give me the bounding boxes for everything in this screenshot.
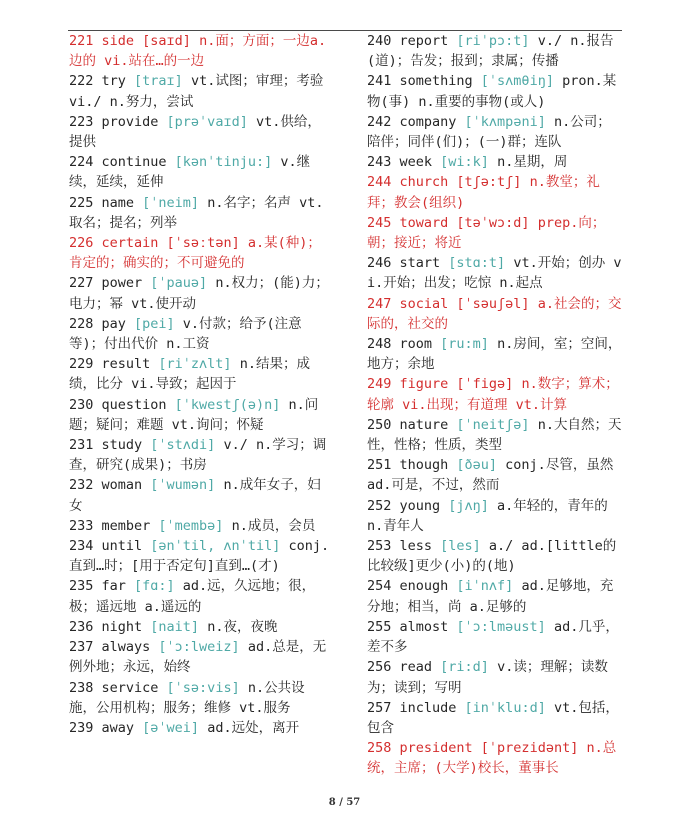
- entry-headword: 248 room: [367, 336, 441, 353]
- entry-definition: n.成员，会员: [223, 517, 316, 534]
- entry-phonetic: [əˈwei]: [142, 719, 200, 736]
- left-column: [69, 31, 331, 738]
- entry-headword: 236 night: [69, 618, 151, 635]
- entry-headword: 225 name: [69, 194, 143, 211]
- entry-headword: 232 woman: [69, 477, 151, 494]
- entry-phonetic: [ˈsəuʃəl]: [456, 295, 530, 312]
- entry-definition: conj.尽管，虽然 ad.可是，不过，然而: [367, 457, 614, 494]
- vocab-entry: [69, 71, 331, 111]
- entry-definition: n.数字；算术；轮廓 vi.出现；有道理 vt.计算: [367, 376, 619, 413]
- entry-definition: n.名字；名声 vt.取名；提名；列举: [69, 194, 324, 231]
- entry-headword: 256 read: [367, 659, 441, 676]
- vocab-entry: [69, 354, 331, 394]
- vocab-entry: [367, 253, 623, 293]
- vocab-entry: [367, 334, 623, 374]
- entry-phonetic: [nait]: [150, 618, 200, 635]
- vocab-entry: [69, 576, 331, 616]
- entry-definition: a.某(种)；肯定的；确实的；不可避免的: [69, 235, 321, 272]
- entry-definition: ad.远处，离开: [199, 719, 300, 736]
- entry-headword: 230 question: [69, 396, 175, 413]
- entry-phonetic: [ˈɔ:lweiz]: [158, 639, 240, 656]
- vocab-entry: [69, 233, 331, 273]
- vocab-entry: [69, 637, 331, 677]
- entry-definition: ad.几乎，差不多: [367, 618, 619, 656]
- entry-phonetic: [ˈkʌmpəni]: [464, 113, 546, 130]
- entry-headword: 235 far: [69, 578, 135, 595]
- entry-definition: ad.远，久远地；很，极；遥远地 a.遥远的: [69, 578, 316, 615]
- entry-headword: 258 president: [367, 740, 481, 757]
- entry-headword: 237 always: [69, 639, 159, 656]
- entry-headword: 241 something: [367, 73, 481, 90]
- entry-headword: 222 try: [69, 73, 135, 90]
- vocab-entry: [367, 455, 623, 495]
- entry-headword: 224 continue: [69, 154, 175, 171]
- entry-headword: 228 pay: [69, 315, 135, 332]
- entry-definition: n.夜，夜晚: [199, 618, 278, 635]
- entry-headword: 221 side: [69, 33, 143, 49]
- entry-headword: 245 toward: [367, 214, 457, 231]
- entry-phonetic: [ðəu]: [456, 457, 498, 474]
- vocab-entry: [69, 152, 331, 192]
- entry-headword: 254 enough: [367, 578, 457, 595]
- entry-phonetic: [kənˈtinju:]: [174, 154, 273, 171]
- right-column: [367, 31, 623, 779]
- entry-headword: 247 social: [367, 295, 457, 312]
- entry-phonetic: [les]: [440, 538, 481, 555]
- entry-headword: 240 report: [367, 33, 457, 49]
- vocab-entry: [69, 678, 331, 718]
- entry-definition: v./ n.报告(道)；告发；报到；隶属；传播: [367, 33, 614, 70]
- vocab-entry: [69, 435, 331, 475]
- entry-definition: prep.向；朝；接近；将近: [367, 214, 606, 252]
- entry-phonetic: [ˈsəːtən]: [166, 235, 240, 252]
- vocab-entry: [367, 112, 623, 152]
- entry-headword: 253 less: [367, 538, 441, 555]
- vocab-entry: [69, 516, 331, 536]
- entry-phonetic: [prəˈvaɪd]: [166, 113, 248, 130]
- entry-phonetic: [ri:d]: [440, 659, 489, 676]
- entry-phonetic: [ˈpauə]: [150, 275, 208, 292]
- entry-phonetic: [ˈneim]: [142, 194, 200, 211]
- vocab-entry: [69, 273, 331, 313]
- entry-headword: 238 service: [69, 679, 167, 696]
- entry-phonetic: [inˈklu:d]: [464, 699, 546, 716]
- entry-headword: 251 though: [367, 457, 457, 474]
- entry-definition: n.大自然；天性，性格；性质，类型: [367, 416, 622, 454]
- vocab-entry: [69, 536, 331, 576]
- entry-headword: 223 provide: [69, 113, 167, 130]
- entry-definition: ad.总是，无例外地；永远，始终: [69, 639, 327, 676]
- vocab-entry: [69, 314, 331, 354]
- entry-definition: n.结果；成绩，比分 vi.导致；起因于: [69, 356, 310, 393]
- entry-definition: vt.试图；审理；考验 vi./ n.努力，尝试: [69, 73, 324, 110]
- entry-headword: 227 power: [69, 275, 151, 292]
- entry-headword: 233 member: [69, 517, 159, 534]
- entry-phonetic: [fɑ:]: [134, 578, 175, 595]
- vocab-entry: [69, 112, 331, 152]
- entry-headword: 257 include: [367, 699, 465, 716]
- entry-definition: a.社会的；交际的，社交的: [367, 295, 622, 332]
- entry-definition: v.继续，延续，延伸: [69, 154, 311, 191]
- entry-headword: 229 result: [69, 356, 159, 373]
- entry-definition: n.成年女子，妇女: [69, 477, 321, 514]
- entry-phonetic: [təˈwɔ:d]: [456, 214, 530, 231]
- entry-phonetic: [wi:k]: [440, 154, 489, 171]
- entry-definition: v.付款；给予(注意等)；付出代价 n.工资: [69, 315, 302, 353]
- entry-phonetic: [traɪ]: [134, 73, 183, 90]
- entry-phonetic: [ˈɔ:lməust]: [456, 618, 546, 635]
- entry-definition: a./ ad.[little的比较级]更少(小)的(地): [367, 538, 617, 575]
- entry-definition: ad.足够地，充分地；相当，尚 a.足够的: [367, 578, 614, 615]
- entry-definition: pron.某物(事) n.重要的事物(或人): [367, 73, 617, 110]
- entry-phonetic: [riˈzʌlt]: [158, 356, 232, 373]
- entry-headword: 242 company: [367, 113, 465, 130]
- entry-definition: vt.包括，包含: [367, 699, 619, 736]
- entry-definition: vt.供给，提供: [69, 113, 321, 151]
- vocab-entry: [367, 415, 623, 455]
- entry-definition: a.年轻的，青年的 n.青年人: [367, 497, 608, 534]
- entry-definition: v./ n.学习；调查，研究(成果)；书房: [69, 437, 327, 474]
- entry-phonetic: [ˈstʌdi]: [150, 437, 216, 454]
- entry-headword: 249 figure: [367, 376, 457, 393]
- entry-headword: 250 nature: [367, 416, 457, 433]
- entry-definition: v.读；理解；读数为；读到；写明: [367, 659, 608, 696]
- entry-phonetic: [ˈsə:vis]: [166, 679, 240, 696]
- entry-phonetic: [ˈwumən]: [150, 477, 216, 494]
- vocab-entry: [367, 31, 623, 71]
- entry-headword: 243 week: [367, 154, 441, 171]
- page-number: 8 / 57: [328, 797, 361, 808]
- vocab-entry: [367, 71, 623, 111]
- entry-phonetic: [ˈsʌmθiŋ]: [480, 73, 554, 90]
- entry-headword: 234 until: [69, 538, 151, 555]
- entry-headword: 226 certain: [69, 235, 167, 252]
- entry-headword: 231 study: [69, 437, 151, 454]
- entry-phonetic: [ˈfigə]: [456, 376, 514, 393]
- vocab-entry: [367, 374, 623, 414]
- entry-phonetic: [riˈpɔ:t]: [456, 33, 530, 49]
- vocab-entry: [69, 395, 331, 435]
- vocab-entry: [69, 193, 331, 233]
- vocab-entry: [69, 31, 331, 71]
- vocab-entry: [367, 213, 623, 253]
- entry-definition: n.房间，室；空间，地方；余地: [367, 336, 622, 373]
- vocab-entry: [367, 617, 623, 657]
- entry-phonetic: [saɪd]: [142, 33, 191, 49]
- entry-phonetic: [tʃə:tʃ]: [456, 174, 522, 191]
- entry-phonetic: [ˈkwestʃ(ə)n]: [174, 396, 281, 413]
- entry-phonetic: [ˈmembə]: [158, 517, 224, 534]
- vocab-entry: [367, 536, 623, 576]
- vocab-entry: [69, 617, 331, 637]
- entry-headword: 252 young: [367, 497, 449, 514]
- entry-phonetic: [ru:m]: [440, 336, 489, 353]
- vocab-entry: [367, 496, 623, 536]
- entry-definition: n.总统，主席；(大学)校长，董事长: [367, 740, 617, 777]
- vocab-entry: [367, 738, 623, 778]
- entry-phonetic: [ənˈtil, ʌnˈtil]: [150, 538, 281, 555]
- vocab-entry: [367, 152, 623, 172]
- entry-phonetic: [pei]: [134, 315, 175, 332]
- entry-headword: 246 start: [367, 255, 449, 272]
- entry-definition: n.教堂；礼拜；教会(组织): [367, 174, 600, 211]
- vocab-entry: [367, 698, 623, 738]
- entry-headword: 244 church: [367, 174, 457, 191]
- entry-definition: vt.开始；创办 vi.开始；出发；吃惊 n.起点: [367, 255, 622, 292]
- entry-phonetic: [ˈprezidənt]: [480, 740, 579, 757]
- entry-phonetic: [jʌŋ]: [448, 497, 489, 514]
- vocab-entry: [367, 657, 623, 697]
- entry-definition: n.公司；陪伴；同伴(们)；(一)群；连队: [367, 113, 611, 151]
- entry-definition: n.公共设施，公用机构；服务；维修 vt.服务: [69, 679, 305, 716]
- entry-headword: 239 away: [69, 719, 143, 736]
- entry-phonetic: [iˈnʌf]: [456, 578, 514, 595]
- vocab-entry: [367, 172, 623, 212]
- vocab-entry: [69, 718, 331, 738]
- entry-phonetic: [stɑ:t]: [448, 255, 506, 272]
- entry-headword: 255 almost: [367, 618, 457, 635]
- entry-definition: n.星期，周: [488, 154, 568, 171]
- vocab-entry: [69, 475, 331, 515]
- entry-definition: n.问题；疑问；难题 vt.询问；怀疑: [69, 396, 319, 433]
- entry-definition: n.面；方面；一边a.边的 vi.站在…的一边: [69, 33, 327, 70]
- entry-definition: conj.直到…时；[用于否定句]直到…(才): [69, 538, 330, 575]
- entry-phonetic: [ˈneitʃə]: [456, 416, 530, 433]
- vocab-entry: [367, 576, 623, 616]
- vocab-entry: [367, 294, 623, 334]
- entry-definition: n.权力；(能)力；电力；幂 vt.使开动: [69, 275, 329, 312]
